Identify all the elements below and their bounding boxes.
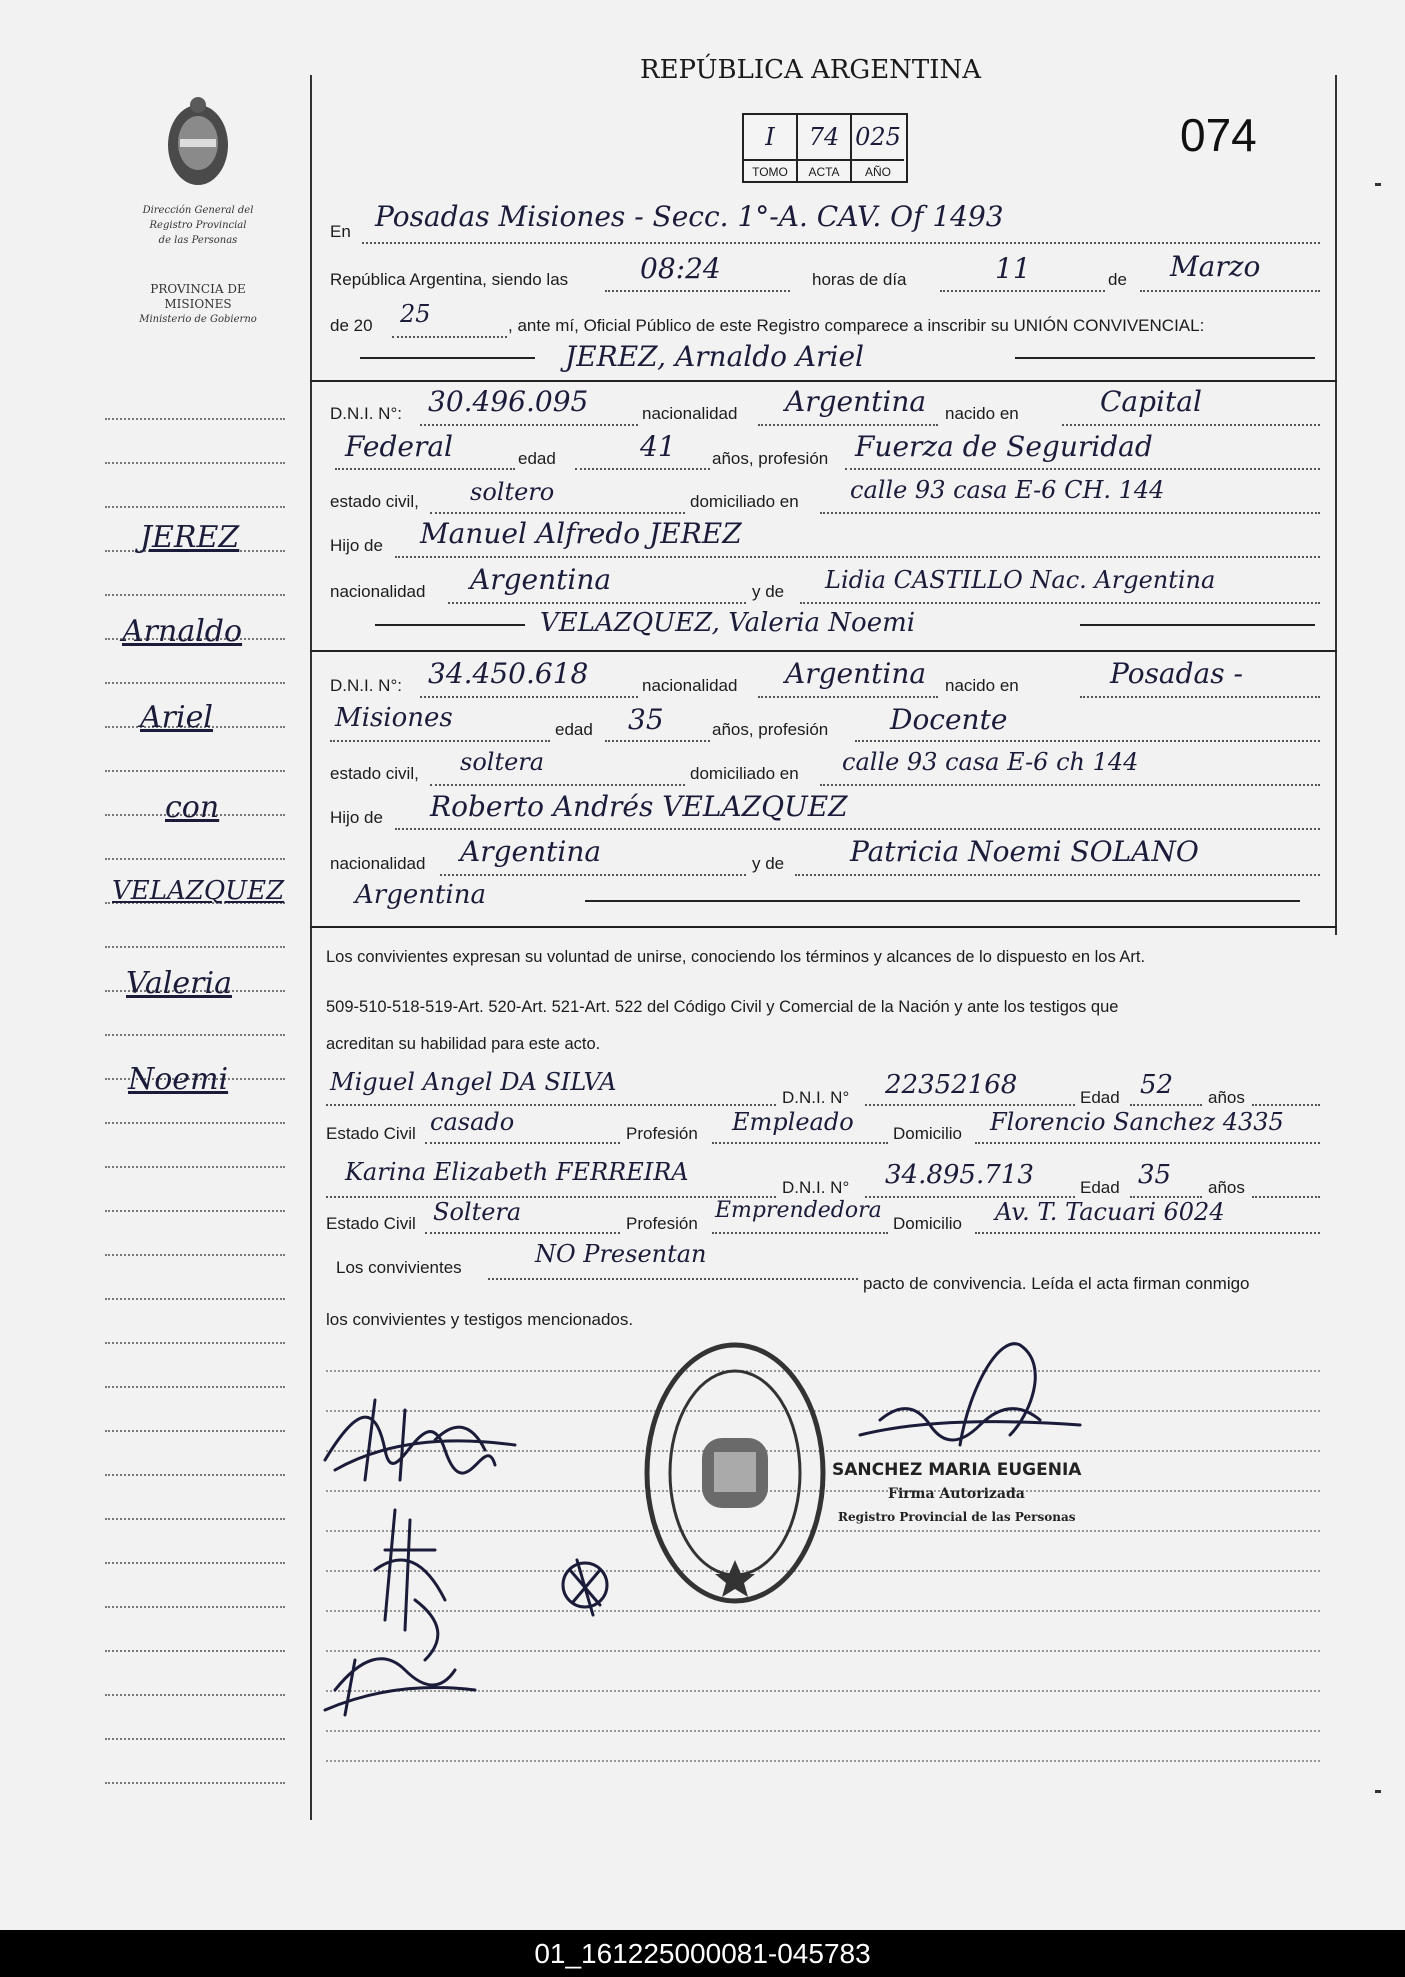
margin-name-6: Valeria xyxy=(126,966,232,1001)
tomo-label: TOMO xyxy=(744,159,798,183)
republica-label: República Argentina, siendo las xyxy=(330,270,569,289)
person2-mother: Patricia Noemi SOLANO xyxy=(850,835,1199,868)
witness1-profession: Empleado xyxy=(732,1108,854,1136)
witness1-age: 52 xyxy=(1140,1070,1174,1100)
agency-block xyxy=(118,203,278,248)
acta-value: 74 xyxy=(798,115,852,159)
de-label: de xyxy=(1108,270,1127,289)
witness2-civil-label: Estado Civil xyxy=(326,1214,416,1233)
witness2-dni: 34.895.713 xyxy=(885,1160,1034,1190)
official-role: Firma Autorizada xyxy=(888,1486,1025,1502)
person1-born-label: nacido en xyxy=(945,404,1019,423)
person1-profession: Fuerza de Seguridad xyxy=(855,430,1153,463)
agency-line-1: Dirección General del xyxy=(142,205,254,216)
person1-mother-label: y de xyxy=(752,582,785,601)
person1-full-name: JEREZ, Arnaldo Ariel xyxy=(565,340,865,373)
page-number: 074 xyxy=(1180,109,1257,161)
person1-age-label: edad xyxy=(518,449,556,468)
declaration-line-2: 509-510-518-519-Art. 520-Art. 521-Art. 522 del Código Civil y Comercial de la Nación y ante los testigos que xyxy=(326,998,1119,1016)
person2-father-label: Hijo de xyxy=(330,808,383,827)
person2-address: calle 93 casa E-6 ch 144 xyxy=(842,748,1139,776)
person2-nationality-label: nacionalidad xyxy=(642,676,738,695)
margin-name-5: VELAZQUEZ xyxy=(112,876,285,906)
margin-name-4: con xyxy=(165,790,220,825)
act-time: 08:24 xyxy=(640,252,721,285)
province-line-2: MISIONES xyxy=(164,297,232,311)
ministry-label: Ministerio de Gobierno xyxy=(139,314,257,325)
person1-father: Manuel Alfredo JEREZ xyxy=(420,517,742,550)
person2-nationality: Argentina xyxy=(785,657,927,690)
person2-address-label: domiciliado en xyxy=(690,764,799,783)
ano-value: 025 xyxy=(855,123,901,151)
person1-civil-status: soltero xyxy=(470,478,555,506)
horas-label: horas de día xyxy=(812,270,907,289)
margin-name-2: Arnaldo xyxy=(122,614,243,649)
person1-age: 41 xyxy=(640,430,676,463)
person1-birthplace-1: Capital xyxy=(1100,385,1202,418)
person1-dni-label: D.N.I. N°: xyxy=(330,404,402,423)
person1-address: calle 93 casa E-6 CH. 144 xyxy=(850,476,1165,504)
person2-born-label: nacido en xyxy=(945,676,1019,695)
person1-civil-label: estado civil, xyxy=(330,492,419,511)
witness2-civil-status: Soltera xyxy=(433,1198,522,1226)
witness2-name: Karina Elizabeth FERREIRA xyxy=(345,1158,689,1186)
person2-birthplace-2: Misiones xyxy=(335,703,453,733)
registry-seal-icon xyxy=(640,1338,830,1608)
witness1-address: Florencio Sanchez 4335 xyxy=(990,1108,1284,1136)
person2-mother-label: y de xyxy=(752,854,785,873)
tomo-value: I xyxy=(744,115,798,159)
en-label: En xyxy=(330,222,351,241)
person1-father-nationality: Argentina xyxy=(470,563,612,596)
person2-age: 35 xyxy=(628,703,664,736)
declaration-line-3: acreditan su habilidad para este acto. xyxy=(326,1035,601,1053)
pact-label: Los convivientes xyxy=(336,1258,462,1277)
agency-line-3: de las Personas xyxy=(158,235,238,246)
person2-dni-label: D.N.I. N°: xyxy=(330,676,402,695)
acta-label: ACTA xyxy=(798,159,852,183)
witness2-dni-label: D.N.I. N° xyxy=(782,1178,850,1197)
province-block xyxy=(118,282,278,327)
official-name: SANCHEZ MARIA EUGENIA xyxy=(832,1460,1082,1480)
witness1-civil-label: Estado Civil xyxy=(326,1124,416,1143)
act-day: 11 xyxy=(995,252,1031,285)
witness2-profession-label: Profesión xyxy=(626,1214,698,1233)
person1-father-nat-label: nacionalidad xyxy=(330,582,426,601)
margin-name-7: Noemi xyxy=(128,1062,229,1097)
coat-of-arms-icon xyxy=(158,95,238,190)
registry-statement: , ante mí, Oficial Público de este Registro comparece a inscribir su UNIÓN CONVIVENCIAL: xyxy=(508,316,1205,335)
person2-dni: 34.450.618 xyxy=(428,657,589,690)
witness2-address: Av. T. Tacuari 6024 xyxy=(995,1198,1225,1226)
act-year-suffix: 25 xyxy=(400,300,431,328)
person1-dni: 30.496.095 xyxy=(428,385,589,418)
person1-profession-label: años, profesión xyxy=(712,449,829,468)
person1-nationality-label: nacionalidad xyxy=(642,404,738,423)
person2-father-nationality: Argentina xyxy=(460,835,602,868)
person2-father: Roberto Andrés VELAZQUEZ xyxy=(430,790,848,823)
pact-suffix: pacto de convivencia. Leída el acta firman conmigo xyxy=(863,1274,1250,1293)
person1-address-label: domiciliado en xyxy=(690,492,799,511)
registry-place: Posadas Misiones - Secc. 1°-A. CAV. Of 1493 xyxy=(375,200,1004,233)
year-prefix: de 20 xyxy=(330,316,373,335)
witness1-anos-label: años xyxy=(1208,1088,1245,1107)
witness1-dni: 22352168 xyxy=(885,1070,1018,1100)
person2-profession: Docente xyxy=(890,703,1008,736)
ano-label: AÑO xyxy=(852,159,904,183)
margin-name-3: Ariel xyxy=(140,700,213,735)
pact-value: NO Presentan xyxy=(535,1240,707,1268)
witness2-age-label: Edad xyxy=(1080,1178,1120,1197)
witness1-age-label: Edad xyxy=(1080,1088,1120,1107)
witness2-anos-label: años xyxy=(1208,1178,1245,1197)
witness1-civil-status: casado xyxy=(430,1108,515,1136)
witness1-address-label: Domicilio xyxy=(893,1124,962,1143)
witness2-age: 35 xyxy=(1138,1160,1172,1190)
witness2-address-label: Domicilio xyxy=(893,1214,962,1233)
person1-nationality: Argentina xyxy=(785,385,927,418)
agency-line-2: Registro Provincial xyxy=(149,220,247,231)
scan-footer-id: 01_161225000081-045783 xyxy=(0,1930,1405,1977)
person2-father-nat-label: nacionalidad xyxy=(330,854,426,873)
country-title: REPÚBLICA ARGENTINA xyxy=(640,55,982,85)
witness1-name: Miguel Angel DA SILVA xyxy=(330,1068,617,1096)
person1-birthplace-2: Federal xyxy=(345,430,453,463)
registry-reference-box xyxy=(742,113,908,183)
pact-closing: los convivientes y testigos mencionados. xyxy=(326,1310,634,1329)
province-line-1: PROVINCIA DE xyxy=(150,282,246,296)
person2-civil-label: estado civil, xyxy=(330,764,419,783)
person2-profession-label: años, profesión xyxy=(712,720,829,739)
person2-age-label: edad xyxy=(555,720,593,739)
person1-father-label: Hijo de xyxy=(330,536,383,555)
act-month: Marzo xyxy=(1170,250,1261,283)
person2-civil-status: soltera xyxy=(460,748,545,776)
person2-mother-nationality: Argentina xyxy=(355,880,486,910)
witness1-dni-label: D.N.I. N° xyxy=(782,1088,850,1107)
person2-birthplace-1: Posadas - xyxy=(1110,657,1243,690)
margin-name-1: JEREZ xyxy=(140,520,240,555)
declaration-line-1: Los convivientes expresan su voluntad de unirse, conociendo los términos y alcances de lo dispuesto en los Art. xyxy=(326,948,1146,966)
person1-mother: Lidia CASTILLO Nac. Argentina xyxy=(825,566,1216,594)
witness2-profession: Emprendedora xyxy=(715,1198,882,1223)
official-office: Registro Provincial de las Personas xyxy=(838,1510,1076,1524)
witness1-profession-label: Profesión xyxy=(626,1124,698,1143)
person2-full-name: VELAZQUEZ, Valeria Noemi xyxy=(540,608,916,638)
